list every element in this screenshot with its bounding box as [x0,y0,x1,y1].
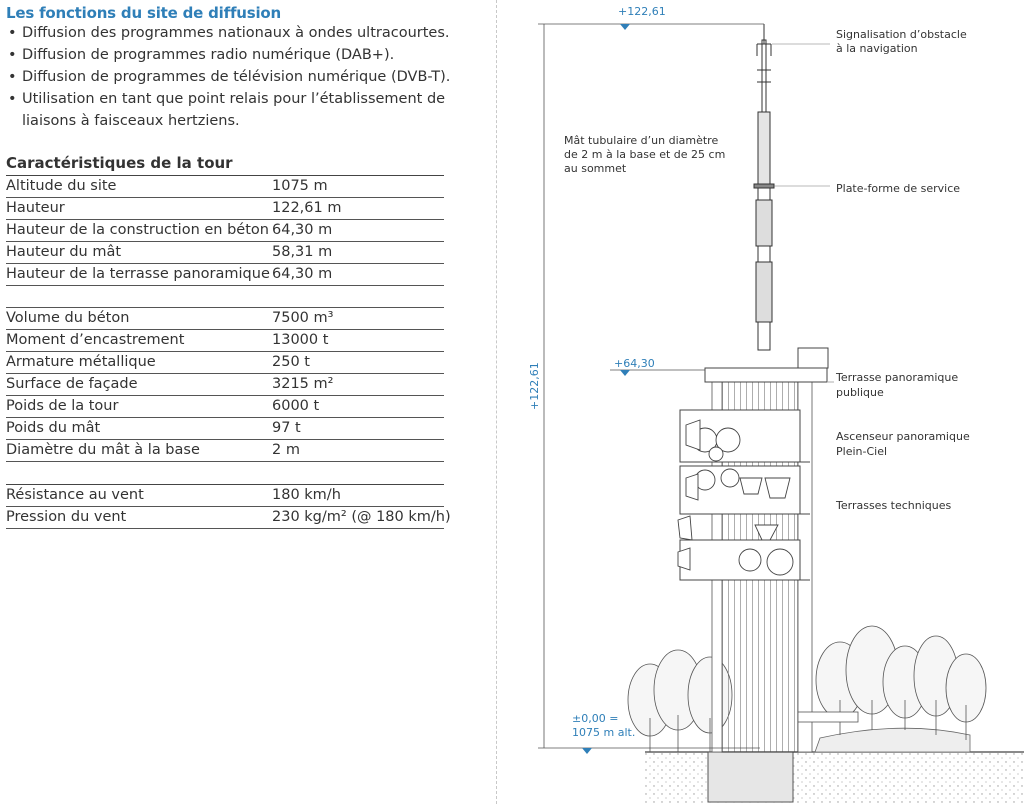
terrace-parapet [798,348,828,368]
annotation-lift: Plein-Ciel [836,445,888,458]
spec-label: Volume du béton [6,310,130,326]
annotation-terrace: publique [836,386,884,399]
spec-value: 97 t [272,420,301,436]
table-row [6,440,444,462]
elevation-marker-terrace [620,370,630,376]
spec-value: 180 km/h [272,487,341,503]
spec-label: Surface de façade [6,376,138,392]
foundation [708,752,793,802]
tower-elevation-drawing [500,0,1024,804]
table-row [6,507,451,529]
table-row [6,374,444,396]
spec-value: 230 kg/m² (@ 180 km/h) [272,509,451,525]
table-row [6,485,444,507]
spec-value: 3215 m² [272,376,334,392]
list-item: • Utilisation en tant que point relais pour l’établissement de liaisons à faisceaux hertziens. [6,88,476,132]
spec-label: Résistance au vent [6,487,144,503]
elevation-height-label: +122,61 [528,362,541,410]
tubular-mast [754,40,774,350]
table-row [6,176,444,198]
annotation-platform: Plate-forme de service [836,182,961,195]
terrain-mound [815,728,970,752]
spec-label: Poids du mât [6,420,101,436]
spec-value: 64,30 m [272,266,333,282]
spec-value: 64,30 m [272,222,333,238]
annotation-leaders [772,44,834,382]
spec-label: Hauteur du mât [6,244,122,260]
spec-label: Altitude du site [6,178,117,194]
page-fold-line [496,0,497,804]
list-item: • Diffusion des programmes nationaux à ondes ultracourtes. [6,22,476,44]
annotation-technical: Terrasses techniques [836,499,952,512]
annotation-obstacle: à la navigation [836,42,918,55]
table-row [6,220,444,242]
table-row [6,242,444,264]
spec-label: Hauteur de la construction en béton [6,222,269,238]
spec-value: 58,31 m [272,244,333,260]
spec-value: 122,61 m [272,200,342,216]
table-row [6,418,444,440]
spec-label: Moment d’encastrement [6,332,185,348]
annotation-obstacle: Signalisation d’obstacle [836,28,967,41]
spec-label: Poids de la tour [6,398,119,414]
spec-value: 6000 t [272,398,320,414]
spec-label: Pression du vent [6,509,127,525]
elevation-marker-ground [582,748,592,754]
table-row [6,198,444,220]
spec-label: Hauteur de la terrasse panoramique [6,266,270,282]
annotation-mast: Mât tubulaire d’un diamètre [564,134,719,147]
functions-list [6,22,476,132]
specs-table [6,175,451,529]
spec-value: 7500 m³ [272,310,334,326]
elevation-top-label: +122,61 [618,5,666,18]
table-row [6,352,444,374]
annotation-mast: de 2 m à la base et de 25 cm [564,148,726,161]
annotation-terrace: Terrasse panoramique [836,371,959,384]
trees-right [816,626,986,740]
functions-title: Les fonctions du site de diffusion [6,4,281,22]
panoramic-terrace [705,368,827,382]
spec-value: 2 m [272,442,300,458]
base-pavilion [798,712,858,722]
spec-label: Diamètre du mât à la base [6,442,200,458]
spec-value: 13000 t [272,332,329,348]
table-row [6,308,444,330]
annotation-lift: Ascenseur panoramique [836,430,970,443]
spec-value: 250 t [272,354,310,370]
list-item: • Diffusion de programmes de télévision numérique (DVB-T). [6,66,476,88]
table-gap [6,462,444,484]
ground-section [645,752,1024,804]
spec-label: Armature métallique [6,354,156,370]
annotation-mast: au sommet [564,162,627,175]
table-row [6,396,444,418]
table-row [6,264,444,286]
table-row [6,330,444,352]
elevation-terrace-label: +64,30 [614,357,655,370]
elevation-ground-alt-label: 1075 m alt. [572,726,636,739]
spec-value: 1075 m [272,178,328,194]
elevation-marker-top [620,24,630,30]
spec-label: Hauteur [6,200,65,216]
elevation-ground-label: ±0,00 = [572,712,619,725]
list-item: • Diffusion de programmes radio numérique (DAB+). [6,44,476,66]
table-spacer [6,286,444,308]
specs-title: Caractéristiques de la tour [6,154,233,172]
